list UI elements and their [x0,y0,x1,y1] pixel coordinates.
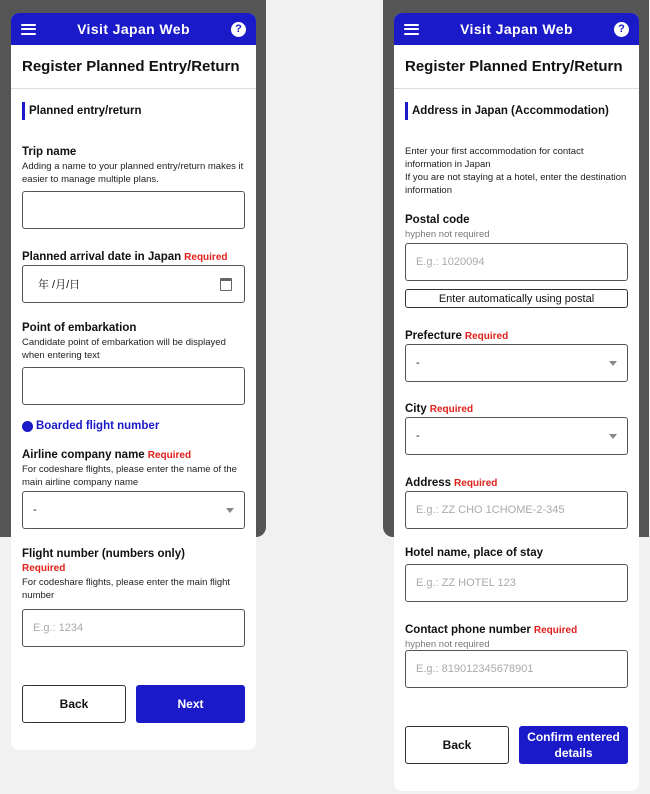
flight-number-input[interactable]: E.g.: 1234 [22,609,245,647]
phone-label: Contact phone number [405,624,531,636]
app-title: Visit Japan Web [77,21,190,37]
screen-planned-entry [11,13,256,750]
address-label: Address [405,477,452,489]
phone-help: hyphen not required [405,639,490,650]
required-badge: Required [464,331,509,342]
required-badge: Required [147,450,192,461]
chevron-down-icon [609,434,617,439]
chevron-down-icon [226,508,234,513]
embarkation-input[interactable] [22,367,245,405]
prefecture-select[interactable]: - [405,344,628,382]
arrival-date-label: Planned arrival date in Japan [22,251,182,263]
phone-input[interactable]: E.g.: 819012345678901 [405,650,628,688]
help-icon[interactable]: ? [231,22,246,37]
page-title: Register Planned Entry/Return [394,45,639,89]
required-badge: Required [22,563,66,574]
prefecture-label: Prefecture [405,330,462,342]
postal-code-input[interactable]: E.g.: 1020094 [405,243,628,281]
required-badge: Required [533,625,578,636]
section-heading: Address in Japan (Accommodation) [405,102,628,120]
address-input[interactable]: E.g.: ZZ CHO 1CHOME-2-345 [405,491,628,529]
boarded-flight-heading: Boarded flight number [36,420,160,432]
airline-select[interactable]: - [22,491,245,529]
section-heading: Planned entry/return [22,102,245,120]
postal-code-label: Postal code [405,214,470,226]
arrival-date-input[interactable] [22,265,245,303]
embarkation-label: Point of embarkation [22,322,137,334]
trip-name-input[interactable] [22,191,245,229]
hamburger-menu-icon[interactable] [404,24,419,35]
required-badge: Required [429,404,474,415]
city-label: City [405,403,427,415]
calendar-icon[interactable] [220,278,232,291]
embarkation-help: Candidate point of embarkation will be displayed when entering text [22,337,226,361]
trip-name-help: Adding a name to your planned entry/return makes it easier to manage multiple plans. [22,161,244,185]
app-header [394,13,639,45]
back-button[interactable]: Back [405,726,509,764]
back-button[interactable]: Back [22,685,126,723]
page-title: Register Planned Entry/Return [11,45,256,89]
trip-name-label: Trip name [22,146,77,158]
app-title: Visit Japan Web [460,21,573,37]
hamburger-menu-icon[interactable] [21,24,36,35]
airline-label: Airline company name [22,449,145,461]
boarded-flight-dot-icon [22,421,33,432]
postal-code-help: hyphen not required [405,229,490,240]
screen-accommodation [394,13,639,791]
date-value: 年 /月/日 [38,279,81,291]
postal-autofill-button[interactable]: Enter automatically using postal [405,289,628,308]
hotel-name-input[interactable]: E.g.: ZZ HOTEL 123 [405,564,628,602]
app-header [11,13,256,45]
required-badge: Required [454,478,498,489]
accommodation-intro: Enter your first accommodation for contact information in Japan If you are not staying at a hotel, enter the destination information [405,146,627,196]
airline-help: For codeshare flights, please enter the name of the main airline company name [22,464,237,488]
flight-number-help: For codeshare flights, please enter the main flight number [22,577,231,601]
hotel-name-label: Hotel name, place of stay [405,547,544,559]
flight-number-label: Flight number (numbers only) [22,548,185,560]
chevron-down-icon [609,361,617,366]
city-select[interactable]: - [405,417,628,455]
confirm-button[interactable]: Confirm entered details [519,726,628,764]
required-badge: Required [184,252,228,263]
help-icon[interactable]: ? [614,22,629,37]
next-button[interactable]: Next [136,685,245,723]
